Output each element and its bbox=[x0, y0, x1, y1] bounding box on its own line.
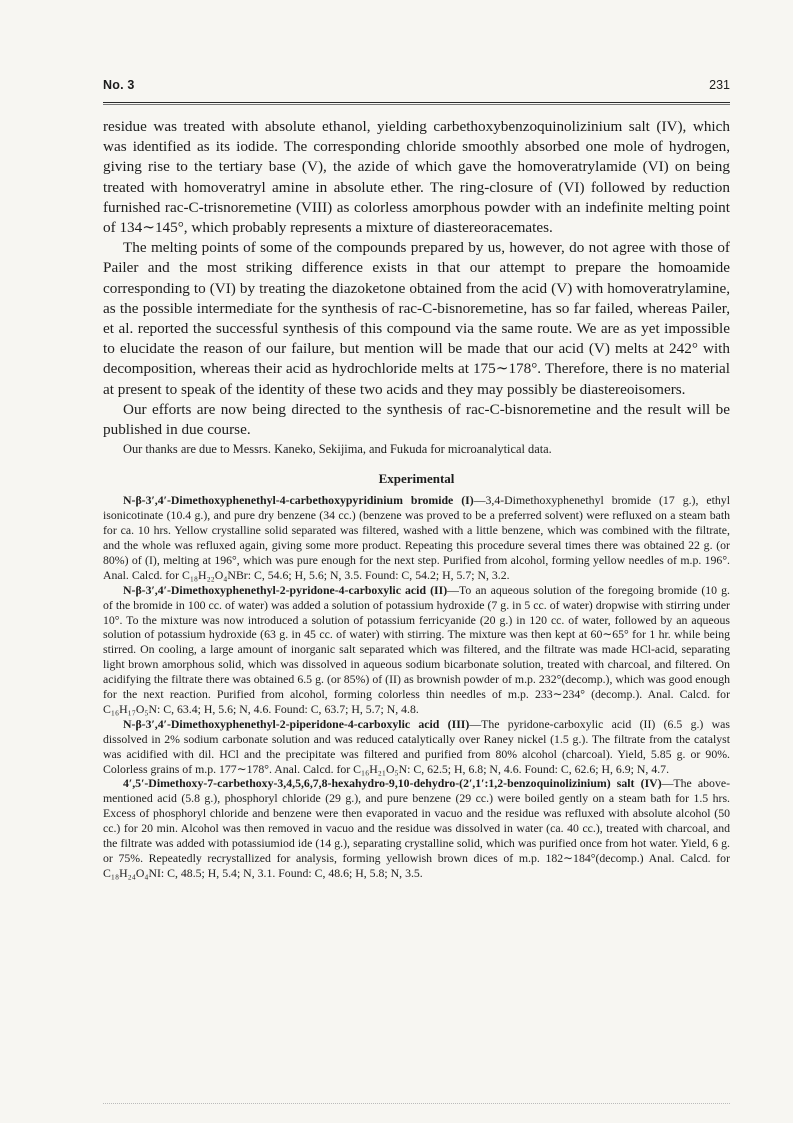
procedure-text: —The pyridone-carboxylic acid (II) (6.5 g.) was dissolved in 2% sodium carbonate solution and was reduced catalytically over Raney nickel (1.5 g.). The filtrate from the catalyst was acidified with dil. HCl and the precipitate was filtered and purified from 80% alcohol (charcoal). Yield, 5.85 g. or 90%. Colorless grains of m.p. 177∼178°. Anal. Calcd. for C₁₆H₂₁O₅N: C, 62.5; H, 6.8; N, 4.6. Found: C, 62.6; H, 6.9; N, 4.7. bbox=[103, 716, 731, 776]
acknowledgement: Our thanks are due to Messrs. Kaneko, Sekijima, and Fukuda for microanalytical data. bbox=[123, 442, 552, 457]
procedure-text: —The above-mentioned acid (5.8 g.), phosphoryl chloride (29 g.), and pure benzene (29 cc.) were boiled gently on a steam bath for 1.5 hrs. Excess of phosphoryl chloride and benzene were then evaporated in vacuo and the residue was refluxed with absolute alcohol (50 cc.) for 20 min. Alcohol was then removed in vacuo and the residue was dissolved in water (ca. 40 cc.), treated with charcoal, and the filtrate was added with potassiumiod ide (14 g.), separating crystalline solid, which was purified once from hot water. Yield, 6 g. or 75%. Repeatedly recrystallized for analysis, forming yellowish brown dices of m.p. 182∼184°(decomp.) Anal. Calcd. for C₁₈H₂₄O₄NI: C, 48.5; H, 5.4; N, 3.1. Found: C, 48.6; H, 5.8; N, 3.5. bbox=[103, 776, 731, 880]
article-body bbox=[103, 117, 730, 881]
compound-number: (II) bbox=[430, 582, 448, 597]
intro-paragraph-2: The melting points of some of the compounds prepared by us, however, do not agree with those of Pailer and the most striking difference exists in that our attempt to prepare the homoamide corresponding to (VI) by treating the diazoketone obtained from the acid (V) with homoveratrylamine, as the possible intermediate for the synthesis of rac-C-bisnoremetine, has so far failed, whereas Pailer, et al. reported the successful synthesis of this compound via the same route. We are as yet impossible to elucidate the reason of our failure, but mention will be made that our acid (V) melts at 242° with decomposition, whereas their acid as hydrochloride melts at 175∼178°. Therefore, there is no material at present to speak of the identity of these two acids and they may possibly be diastereoisomers. bbox=[103, 239, 730, 398]
page-number: 231 bbox=[709, 78, 730, 92]
running-head bbox=[103, 78, 730, 98]
scan-bottom-edge bbox=[103, 1103, 730, 1104]
journal-issue-number: No. 3 bbox=[103, 78, 135, 92]
intro-paragraph-3: Our efforts are now being directed to the synthesis of rac-C-bisnoremetine and the result will be published in due course. bbox=[103, 400, 730, 439]
experimental-entry-3 bbox=[103, 717, 730, 777]
procedure-text: —3,4-Dimethoxyphenethyl bromide (17 g.), ethyl isonicotinate (10.4 g.), and pure dry benzene (34 cc.) (benzene was proved to be a preferred solvent) were refluxed on a steam bath for ca. 10 hrs. Yellow crystalline solid separated was filtered, washed with a little benzene, which was combined with the filtrate, and the whole was refluxed again, giving some more product. Repeating this procedure several times there was obtained 22 g. (or 80%) of (I), melting at 196°, which was pure enough for the next step. Purified from alcohol, forming yellow needles of m.p. 196°. Anal. Calcd. for C₁₈H₂₂O₄NBr: C, 54.6; H, 5.6; N, 3.5. Found: C, 54.2; H, 5.7; N, 3.2. bbox=[103, 493, 730, 582]
header-rule-thin bbox=[103, 104, 730, 105]
experimental-entry-2 bbox=[103, 583, 730, 717]
compound-number: (IV) bbox=[640, 776, 662, 791]
compound-number: (III) bbox=[447, 716, 470, 731]
experimental-entry-4 bbox=[103, 776, 730, 880]
experimental-entry-1 bbox=[103, 493, 730, 582]
header-rule bbox=[103, 102, 730, 103]
compound-title: N-β-3′,4′-Dimethoxyphenethyl-2-piperidone-4-carboxylic acid bbox=[123, 716, 440, 731]
compound-title: 4′,5′-Dimethoxy-7-carbethoxy-3,4,5,6,7,8-hexahydro-9,10-dehydro-(2′,1′:1,2-benzoquinolizinium) salt bbox=[123, 776, 635, 791]
procedure-text: —To an aqueous solution of the foregoing bromide (10 g. of the bromide in 100 cc. of water) was added a solution of potassium hydroxide (7 g. in 5 cc. of water) dropwise with stirring under 10°. To the mixture was now introduced a solution of potassium ferricyanide (20 g.) in 120 cc. of water, followed by an aqueous solution of potassium hydroxide (63 g. in 45 cc. of water) with stirring. The mixture was then kept at 60∼65° for 1 hr. while being stirred. On cooling, a large amount of inorganic salt separated which was filtered, and the filtrate was made HCl-acid, separating light brown amorphous solid, which was dissolved in aqueous sodium bicarbonate solution, treated with charcoal, and filtered. On acidifying the filtrate there was obtained 6.5 g. (or 85%) of (II) as brownish powder of m.p. 232°(decomp.), which was good enough for the next reaction. Purified from alcohol, forming colorless thin needles of m.p. 233∼234° (decomp.). Anal. Calcd. for C₁₆H₁₇O₅N: C, 63.4; H, 5.6; N, 4.6. Found: C, 63.7; H, 5.7; N, 4.8. bbox=[103, 582, 730, 716]
compound-number: (I) bbox=[461, 493, 474, 508]
intro-paragraph-1: residue was treated with absolute ethanol, yielding carbethoxybenzoquinolizinium salt (IV), which was identified as its iodide. The corresponding chloride smoothly absorbed one mole of hydrogen, giving rise to the tertiary base (V), the azide of which gave the homoveratrylamide (VI) on being treated with homoveratryl amine in absolute ether. The ring-closure of (VI) followed by reduction furnished rac-C-trisnoremetine (VIII) as colorless amorphous powder with an indefinite melting point of 134∼145°, which probably represents a mixture of diastereoracemates. bbox=[103, 118, 730, 237]
compound-title: N-β-3′,4′-Dimethoxyphenethyl-2-pyridone-4-carboxylic acid bbox=[123, 582, 427, 597]
compound-title: N-β-3′,4′-Dimethoxyphenethyl-4-carbethoxypyridinium bromide bbox=[123, 493, 454, 508]
experimental-heading: Experimental bbox=[378, 471, 455, 487]
